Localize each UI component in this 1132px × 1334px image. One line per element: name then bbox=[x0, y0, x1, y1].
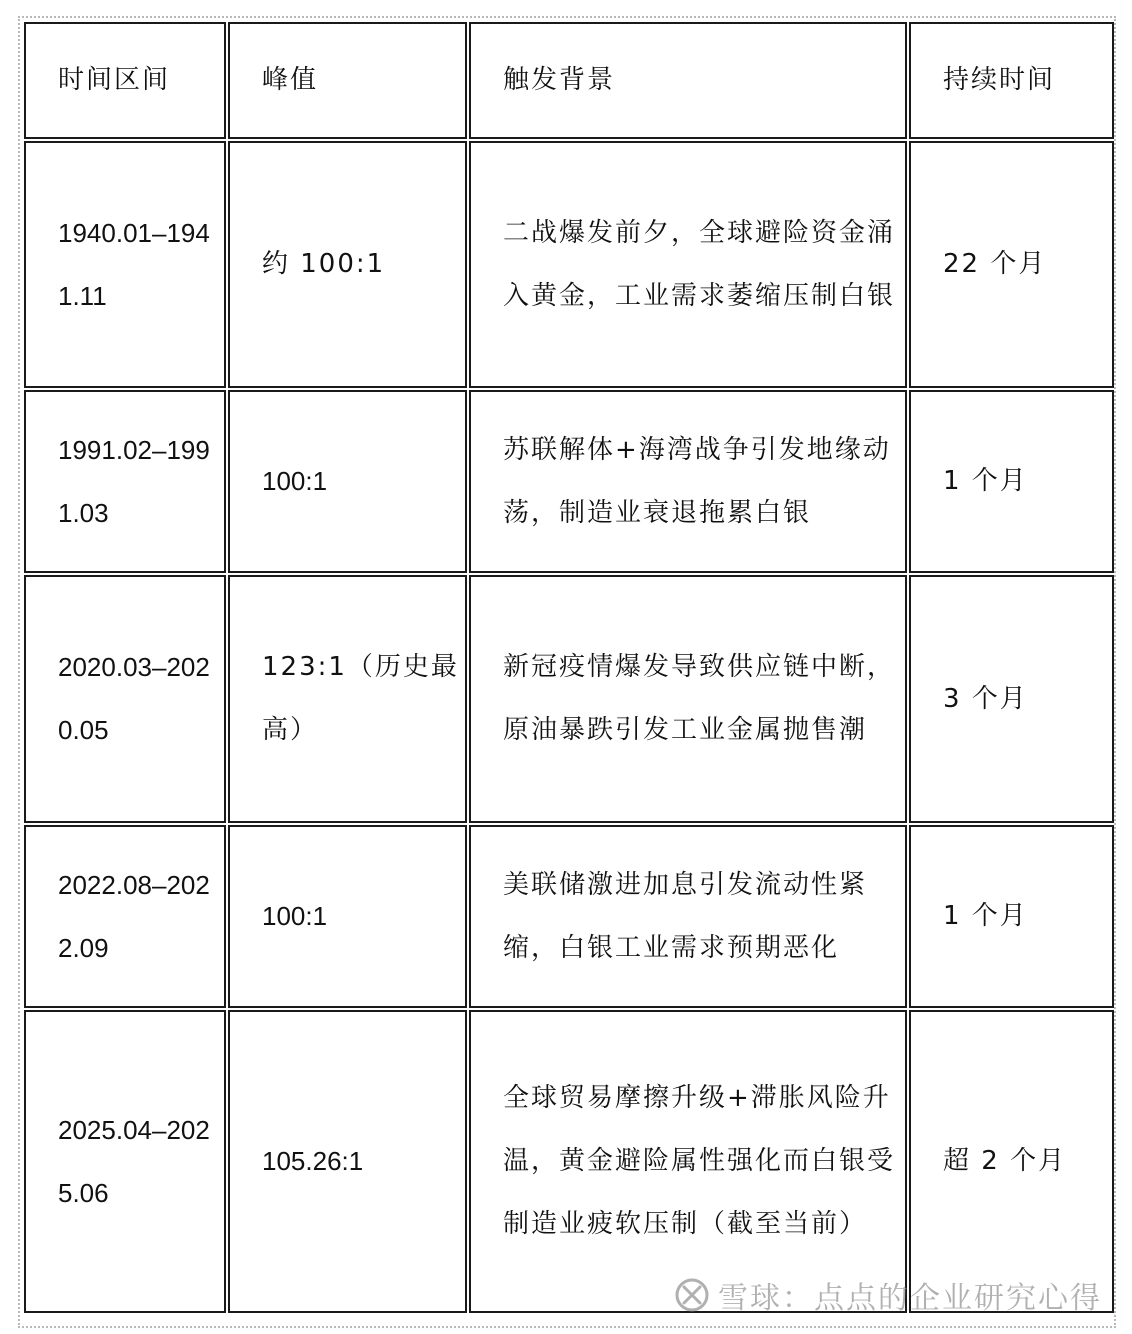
table-header-row bbox=[24, 22, 1114, 139]
cell-peak: 123:1（历史最高） bbox=[228, 575, 467, 823]
cell-peak: 105.26:1 bbox=[228, 1010, 467, 1313]
cell-background: 新冠疫情爆发导致供应链中断，原油暴跌引发工业金属抛售潮 bbox=[469, 575, 907, 823]
cell-peak: 100:1 bbox=[228, 390, 467, 573]
watermark-text: 雪球：点点的企业研究心得 bbox=[718, 1281, 1102, 1316]
table-row bbox=[24, 575, 1114, 823]
cell-background: 二战爆发前夕，全球避险资金涌入黄金，工业需求萎缩压制白银 bbox=[469, 141, 907, 388]
table-row bbox=[24, 141, 1114, 388]
cell-duration: 22 个月 bbox=[909, 141, 1114, 388]
cell-background: 苏联解体+海湾战争引发地缘动荡，制造业衰退拖累白银 bbox=[469, 390, 907, 573]
cell-duration: 超 2 个月 bbox=[909, 1010, 1114, 1313]
cell-period: 1940.01–1941.11 bbox=[24, 141, 226, 388]
silver-gold-ratio-table bbox=[22, 20, 1116, 1315]
table-row bbox=[24, 825, 1114, 1008]
cell-peak: 100:1 bbox=[228, 825, 467, 1008]
header-peak: 峰值 bbox=[228, 22, 467, 139]
cell-peak: 约 100:1 bbox=[228, 141, 467, 388]
cell-duration: 3 个月 bbox=[909, 575, 1114, 823]
header-period: 时间区间 bbox=[24, 22, 226, 139]
cell-background: 全球贸易摩擦升级+滞胀风险升温，黄金避险属性强化而白银受制造业疲软压制（截至当前） bbox=[469, 1010, 907, 1313]
table-row bbox=[24, 390, 1114, 573]
snowball-logo-icon bbox=[674, 1277, 710, 1313]
cell-period: 1991.02–1991.03 bbox=[24, 390, 226, 573]
cell-period: 2025.04–2025.06 bbox=[24, 1010, 226, 1313]
header-background: 触发背景 bbox=[469, 22, 907, 139]
cell-period: 2022.08–2022.09 bbox=[24, 825, 226, 1008]
snowball-watermark bbox=[674, 1270, 1102, 1320]
header-duration: 持续时间 bbox=[909, 22, 1114, 139]
cell-background: 美联储激进加息引发流动性紧缩，白银工业需求预期恶化 bbox=[469, 825, 907, 1008]
cell-period: 2020.03–2020.05 bbox=[24, 575, 226, 823]
cell-duration: 1 个月 bbox=[909, 390, 1114, 573]
table-row bbox=[24, 1010, 1114, 1313]
cell-duration: 1 个月 bbox=[909, 825, 1114, 1008]
